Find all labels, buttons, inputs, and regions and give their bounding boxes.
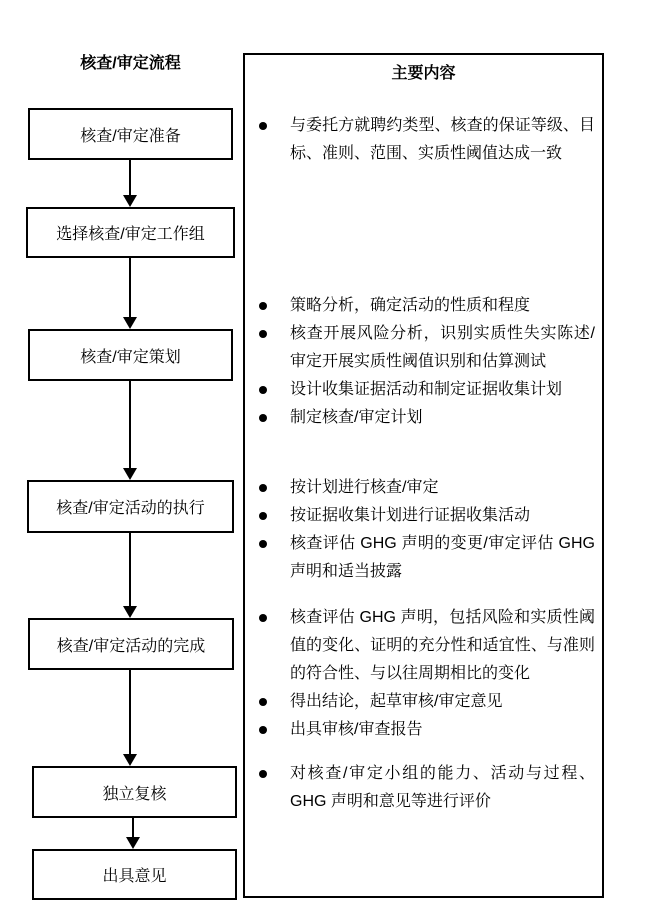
flow-box-select-team [26,207,235,258]
flow-arrow [123,670,137,766]
list-item [257,292,595,320]
flow-column-title: 核查/审定流程 [80,55,181,72]
flow-box-completion [28,618,234,670]
list-item [257,376,595,404]
list-item [257,688,595,716]
flow-box-label: 选择核查/审定工作组 [56,226,205,243]
bullet-group-completion [257,604,595,744]
bullet-item-text: 设计收集证据活动和制定证据收集计划 [290,381,563,398]
list-item [257,760,595,816]
flow-box-planning [28,329,233,381]
bullet-icon [259,770,267,778]
flow-arrow [123,533,137,618]
content-panel [243,53,604,898]
flow-box-independent-review [32,766,237,818]
bullet-icon [259,302,267,310]
bullet-icon [259,540,267,548]
list-item [257,530,595,586]
list-item [257,404,595,432]
bullet-group-planning [257,292,595,432]
list-item [257,716,595,744]
arrow-head-icon [123,317,137,329]
list-item [257,604,595,688]
list-item [257,502,595,530]
flow-box-issue-opinion [32,849,237,900]
arrow-shaft [129,533,131,607]
flow-box-label: 出具意见 [102,868,167,885]
arrow-head-icon [123,754,137,766]
list-item [257,474,595,502]
bullet-item-text: 核查评估 GHG 声明，包括风险和实质性阈值的变化、证明的充分性和适宜性、与准则的符合性、与以往周期相比的变化 [290,609,595,682]
arrow-shaft [129,258,131,318]
bullet-icon [259,414,267,422]
list-item [257,320,595,376]
flow-box-preparation [28,108,233,160]
flow-arrow [123,160,137,207]
arrow-head-icon [126,837,140,849]
flow-box-label: 核查/审定活动的执行 [56,500,205,517]
bullet-icon [259,726,267,734]
list-item [257,112,595,168]
flow-box-label: 核查/审定策划 [80,348,181,366]
flow-box-label: 核查/审定活动的完成 [56,637,206,655]
arrow-head-icon [123,195,137,207]
bullet-icon [259,330,267,338]
bullet-item-text: 核查评估 GHG 声明的变更/审定评估 GHG 声明和适当披露 [290,535,595,580]
flow-box-execution [27,480,234,533]
arrow-shaft [129,381,131,469]
bullet-icon [259,512,267,520]
bullet-icon [259,386,267,394]
panel-title: 主要内容 [391,65,456,82]
bullet-item-text: 策略分析，确定活动的性质和程度 [290,297,531,314]
flow-box-label: 核查/审定准备 [80,127,181,145]
bullet-item-text: 对核查/审定小组的能力、活动与过程、GHG 声明和意见等进行评价 [290,765,595,810]
bullet-icon [259,484,267,492]
bullet-item-text: 与委托方就聘约类型、核查的保证等级、目标、准则、范围、实质性阈值达成一致 [290,117,595,162]
flow-arrow [123,258,137,329]
bullet-item-text: 按计划进行核查/审定 [290,479,439,496]
bullet-item-text: 按证据收集计划进行证据收集活动 [290,507,531,524]
arrow-shaft [129,670,131,755]
arrow-head-icon [123,468,137,480]
arrow-head-icon [123,606,137,618]
bullet-item-text: 制定核查/审定计划 [290,409,423,426]
flow-arrow [126,818,140,849]
bullet-icon [259,122,267,130]
bullet-group-independent-review [257,760,595,816]
flow-box-label: 独立复核 [102,785,167,803]
bullet-item-text: 出具审核/审查报告 [290,721,423,738]
arrow-shaft [129,160,131,196]
bullet-group-execution [257,474,595,586]
bullet-icon [259,698,267,706]
bullet-item-text: 得出结论，起草审核/审定意见 [290,693,503,710]
bullet-group-preparation [257,112,595,168]
bullet-icon [259,614,267,622]
bullet-item-text: 核查开展风险分析，识别实质性失实陈述/审定开展实质性阈值识别和估算测试 [290,325,595,370]
flow-arrow [123,381,137,480]
arrow-shaft [132,818,134,838]
